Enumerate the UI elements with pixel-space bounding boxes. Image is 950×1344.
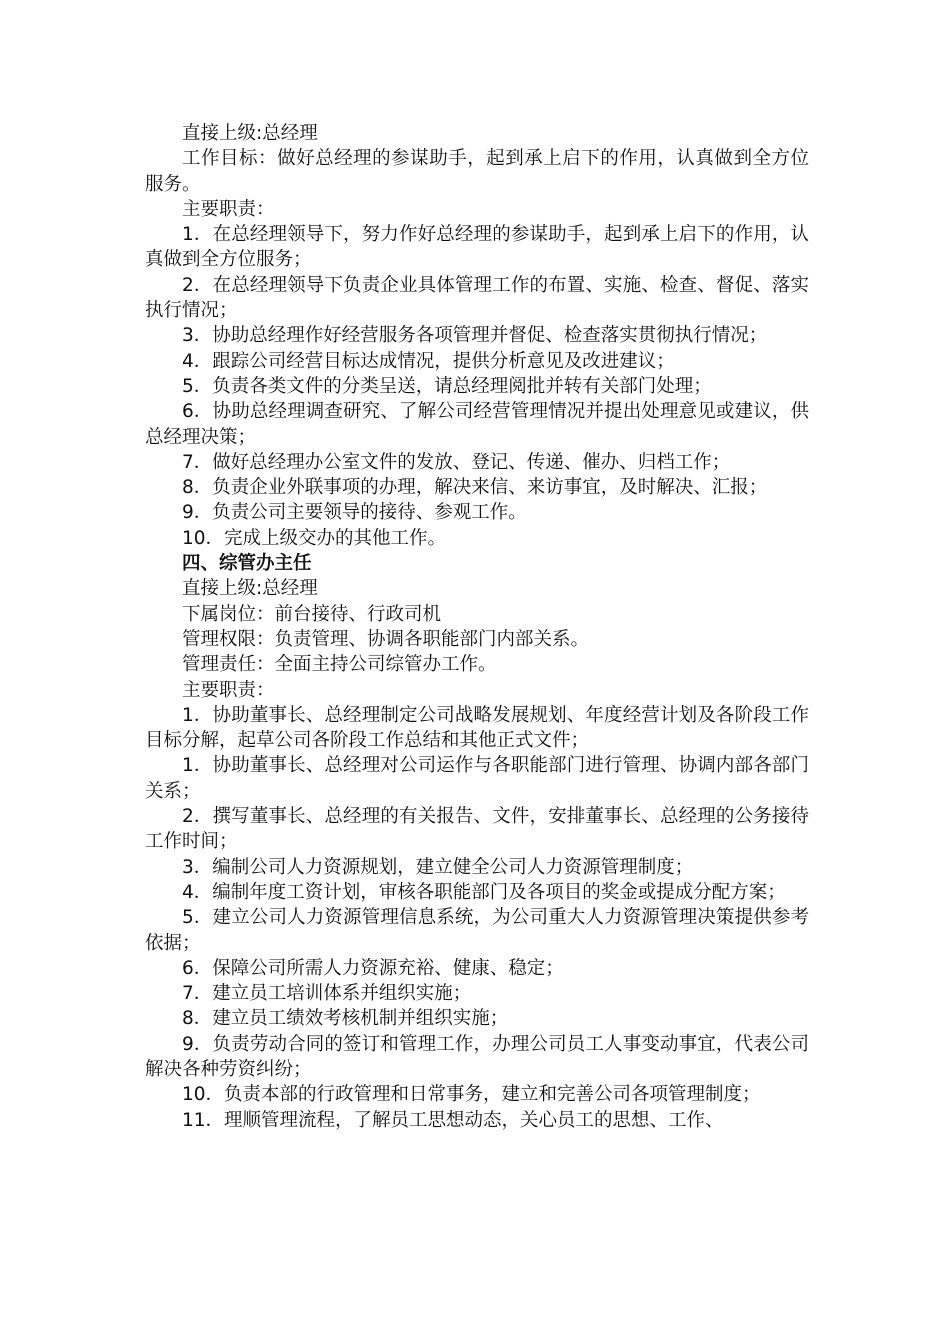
- body-paragraph: 8．建立员工绩效考核机制并组织实施；: [182, 1008, 509, 1030]
- body-paragraph: 直接上级:总经理: [182, 123, 318, 144]
- body-paragraph: 5．负责各类文件的分类呈送，请总经理阅批并转有关部门处理；: [182, 375, 712, 397]
- body-paragraph: 1．在总经理领导下，努力作好总经理的参谋助手，起到承上启下的作用，认真做到全方位服务；: [145, 224, 809, 271]
- body-paragraph: 6．保障公司所需人力资源充裕、健康、稳定；: [182, 957, 564, 979]
- body-paragraph: 10．完成上级交办的其他工作。: [182, 527, 447, 549]
- body-paragraph: 9．负责劳动合同的签订和管理工作，办理公司员工人事变动事宜，代表公司解决各种劳资纠纷；: [145, 1033, 809, 1080]
- body-paragraph: 4．跟踪公司经营目标达成情况，提供分析意见及改进建议；: [182, 350, 675, 372]
- body-paragraph: 主要职责：: [182, 679, 275, 701]
- body-paragraph: 9．负责公司主要领导的接待、参观工作。: [182, 502, 527, 524]
- section-heading: 四、综管办主任: [182, 553, 312, 575]
- body-paragraph: 10．负责本部的行政管理和日常事务，建立和完善公司各项管理制度；: [182, 1084, 761, 1106]
- body-paragraph: 2．在总经理领导下负责企业具体管理工作的布置、实施、检查、督促、落实执行情况；: [145, 274, 809, 322]
- body-paragraph: 2．撰写董事长、总经理的有关报告、文件，安排董事长、总经理的公务接待工作时间；: [145, 806, 809, 853]
- body-paragraph: 管理权限：负责管理、协调各职能部门内部关系。: [182, 628, 590, 650]
- body-paragraph: 1．协助董事长、总经理对公司运作与各职能部门进行管理、协调内部各部门关系；: [145, 755, 809, 802]
- body-paragraph: 6．协助总经理调查研究、了解公司经营管理情况并提出处理意见或建议，供总经理决策；: [145, 401, 809, 448]
- body-paragraph: 3．编制公司人力资源规划，建立健全公司人力资源管理制度；: [182, 856, 694, 878]
- body-paragraph: 下属岗位：前台接待、行政司机: [182, 603, 442, 625]
- body-paragraph: 7．建立员工培训体系并组织实施；: [182, 983, 472, 1005]
- body-paragraph: 3．协助总经理作好经营服务各项管理并督促、检查落实贯彻执行情况；: [182, 325, 768, 347]
- body-paragraph: 8．负责企业外联事项的办理，解决来信、来访事宜，及时解决、汇报；: [182, 477, 768, 499]
- body-paragraph: 5．建立公司人力资源管理信息系统，为公司重大人力资源管理决策提供参考依据；: [145, 907, 809, 954]
- body-paragraph: 7．做好总经理办公室文件的发放、登记、传递、催办、归档工作；: [182, 451, 731, 473]
- body-paragraph: 主要职责：: [182, 198, 275, 220]
- body-paragraph: 管理责任：全面主持公司综管办工作。: [182, 654, 497, 676]
- body-paragraph: 直接上级:总经理: [182, 578, 318, 600]
- body-paragraph: 1．协助董事长、总经理制定公司战略发展规划、年度经营计划及各阶段工作目标分解，起草公司各阶段工作总结和其他正式文件；: [145, 704, 809, 752]
- body-paragraph: 11．理顺管理流程，了解员工思想动态，关心员工的思想、工作、: [182, 1109, 724, 1131]
- body-paragraph: 4．编制年度工资计划，审核各职能部门及各项目的奖金或提成分配方案；: [182, 881, 786, 903]
- document-page: [145, 121, 809, 1133]
- body-paragraph: 工作目标：做好总经理的参谋助手，起到承上启下的作用，认真做到全方位服务。: [145, 148, 809, 195]
